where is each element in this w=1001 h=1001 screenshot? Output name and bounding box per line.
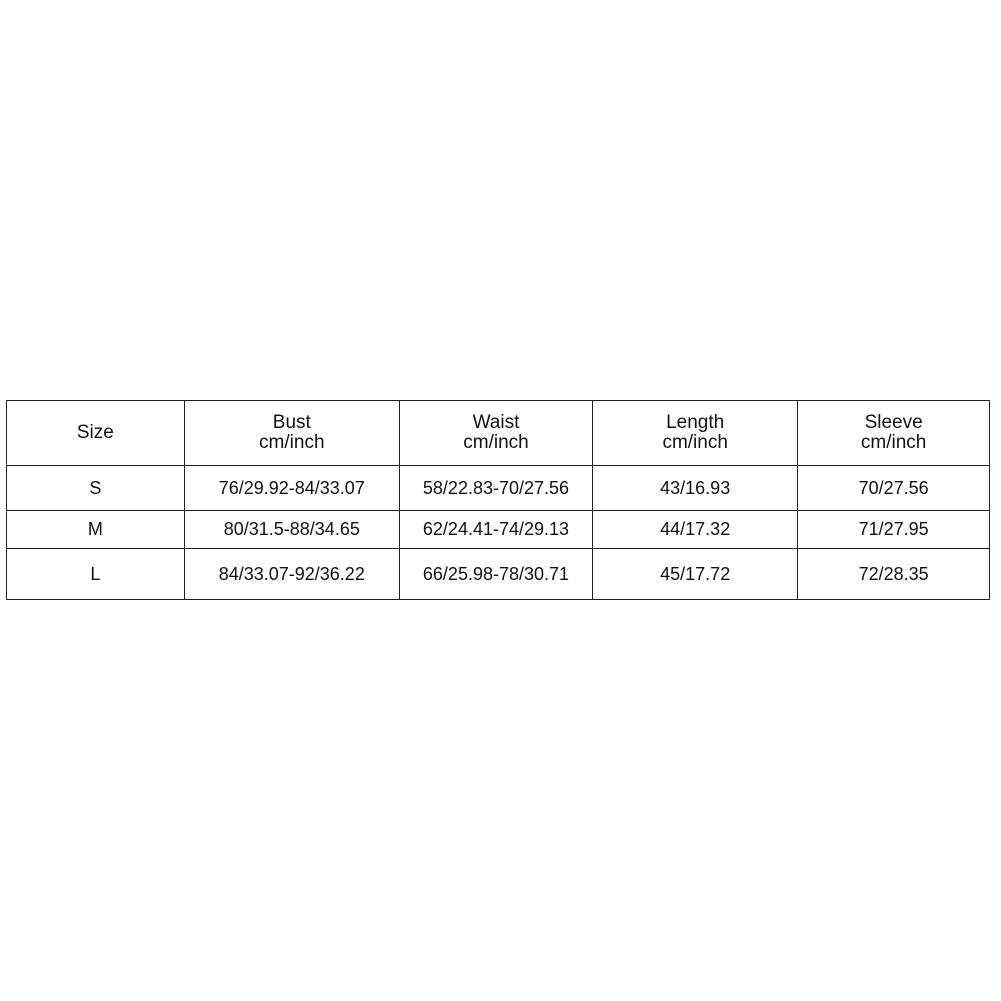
cell-size: S (7, 465, 184, 510)
table-row (7, 510, 989, 548)
cell-waist: 58/22.83-70/27.56 (399, 465, 592, 510)
cell-sleeve: 72/28.35 (798, 548, 989, 599)
header-bust-unit: cm/inch (259, 431, 325, 453)
cell-sleeve: 71/27.95 (798, 510, 989, 548)
cell-size: M (7, 510, 184, 548)
size-chart-grid (7, 401, 989, 599)
header-waist (399, 401, 592, 465)
header-row (7, 401, 989, 465)
header-waist-title: Waist (472, 411, 520, 433)
header-length (593, 401, 798, 465)
header-length-unit: cm/inch (662, 431, 728, 453)
cell-length: 45/17.72 (593, 548, 798, 599)
cell-waist: 62/24.41-74/29.13 (399, 510, 592, 548)
cell-size: L (7, 548, 184, 599)
cell-bust: 80/31.5-88/34.65 (184, 510, 399, 548)
header-size-title: Size (76, 421, 114, 443)
cell-bust: 76/29.92-84/33.07 (184, 465, 399, 510)
header-sleeve-title: Sleeve (864, 411, 923, 433)
header-sleeve (798, 401, 989, 465)
cell-length: 44/17.32 (593, 510, 798, 548)
cell-length: 43/16.93 (593, 465, 798, 510)
header-bust-title: Bust (272, 411, 311, 433)
size-chart-table (6, 400, 990, 600)
table-row (7, 548, 989, 599)
header-size (7, 401, 184, 465)
header-waist-unit: cm/inch (463, 431, 529, 453)
header-sleeve-unit: cm/inch (860, 431, 927, 453)
cell-sleeve: 70/27.56 (798, 465, 989, 510)
table-row (7, 465, 989, 510)
cell-bust: 84/33.07-92/36.22 (184, 548, 399, 599)
cell-waist: 66/25.98-78/30.71 (399, 548, 592, 599)
header-length-title: Length (666, 411, 725, 433)
header-bust (184, 401, 399, 465)
